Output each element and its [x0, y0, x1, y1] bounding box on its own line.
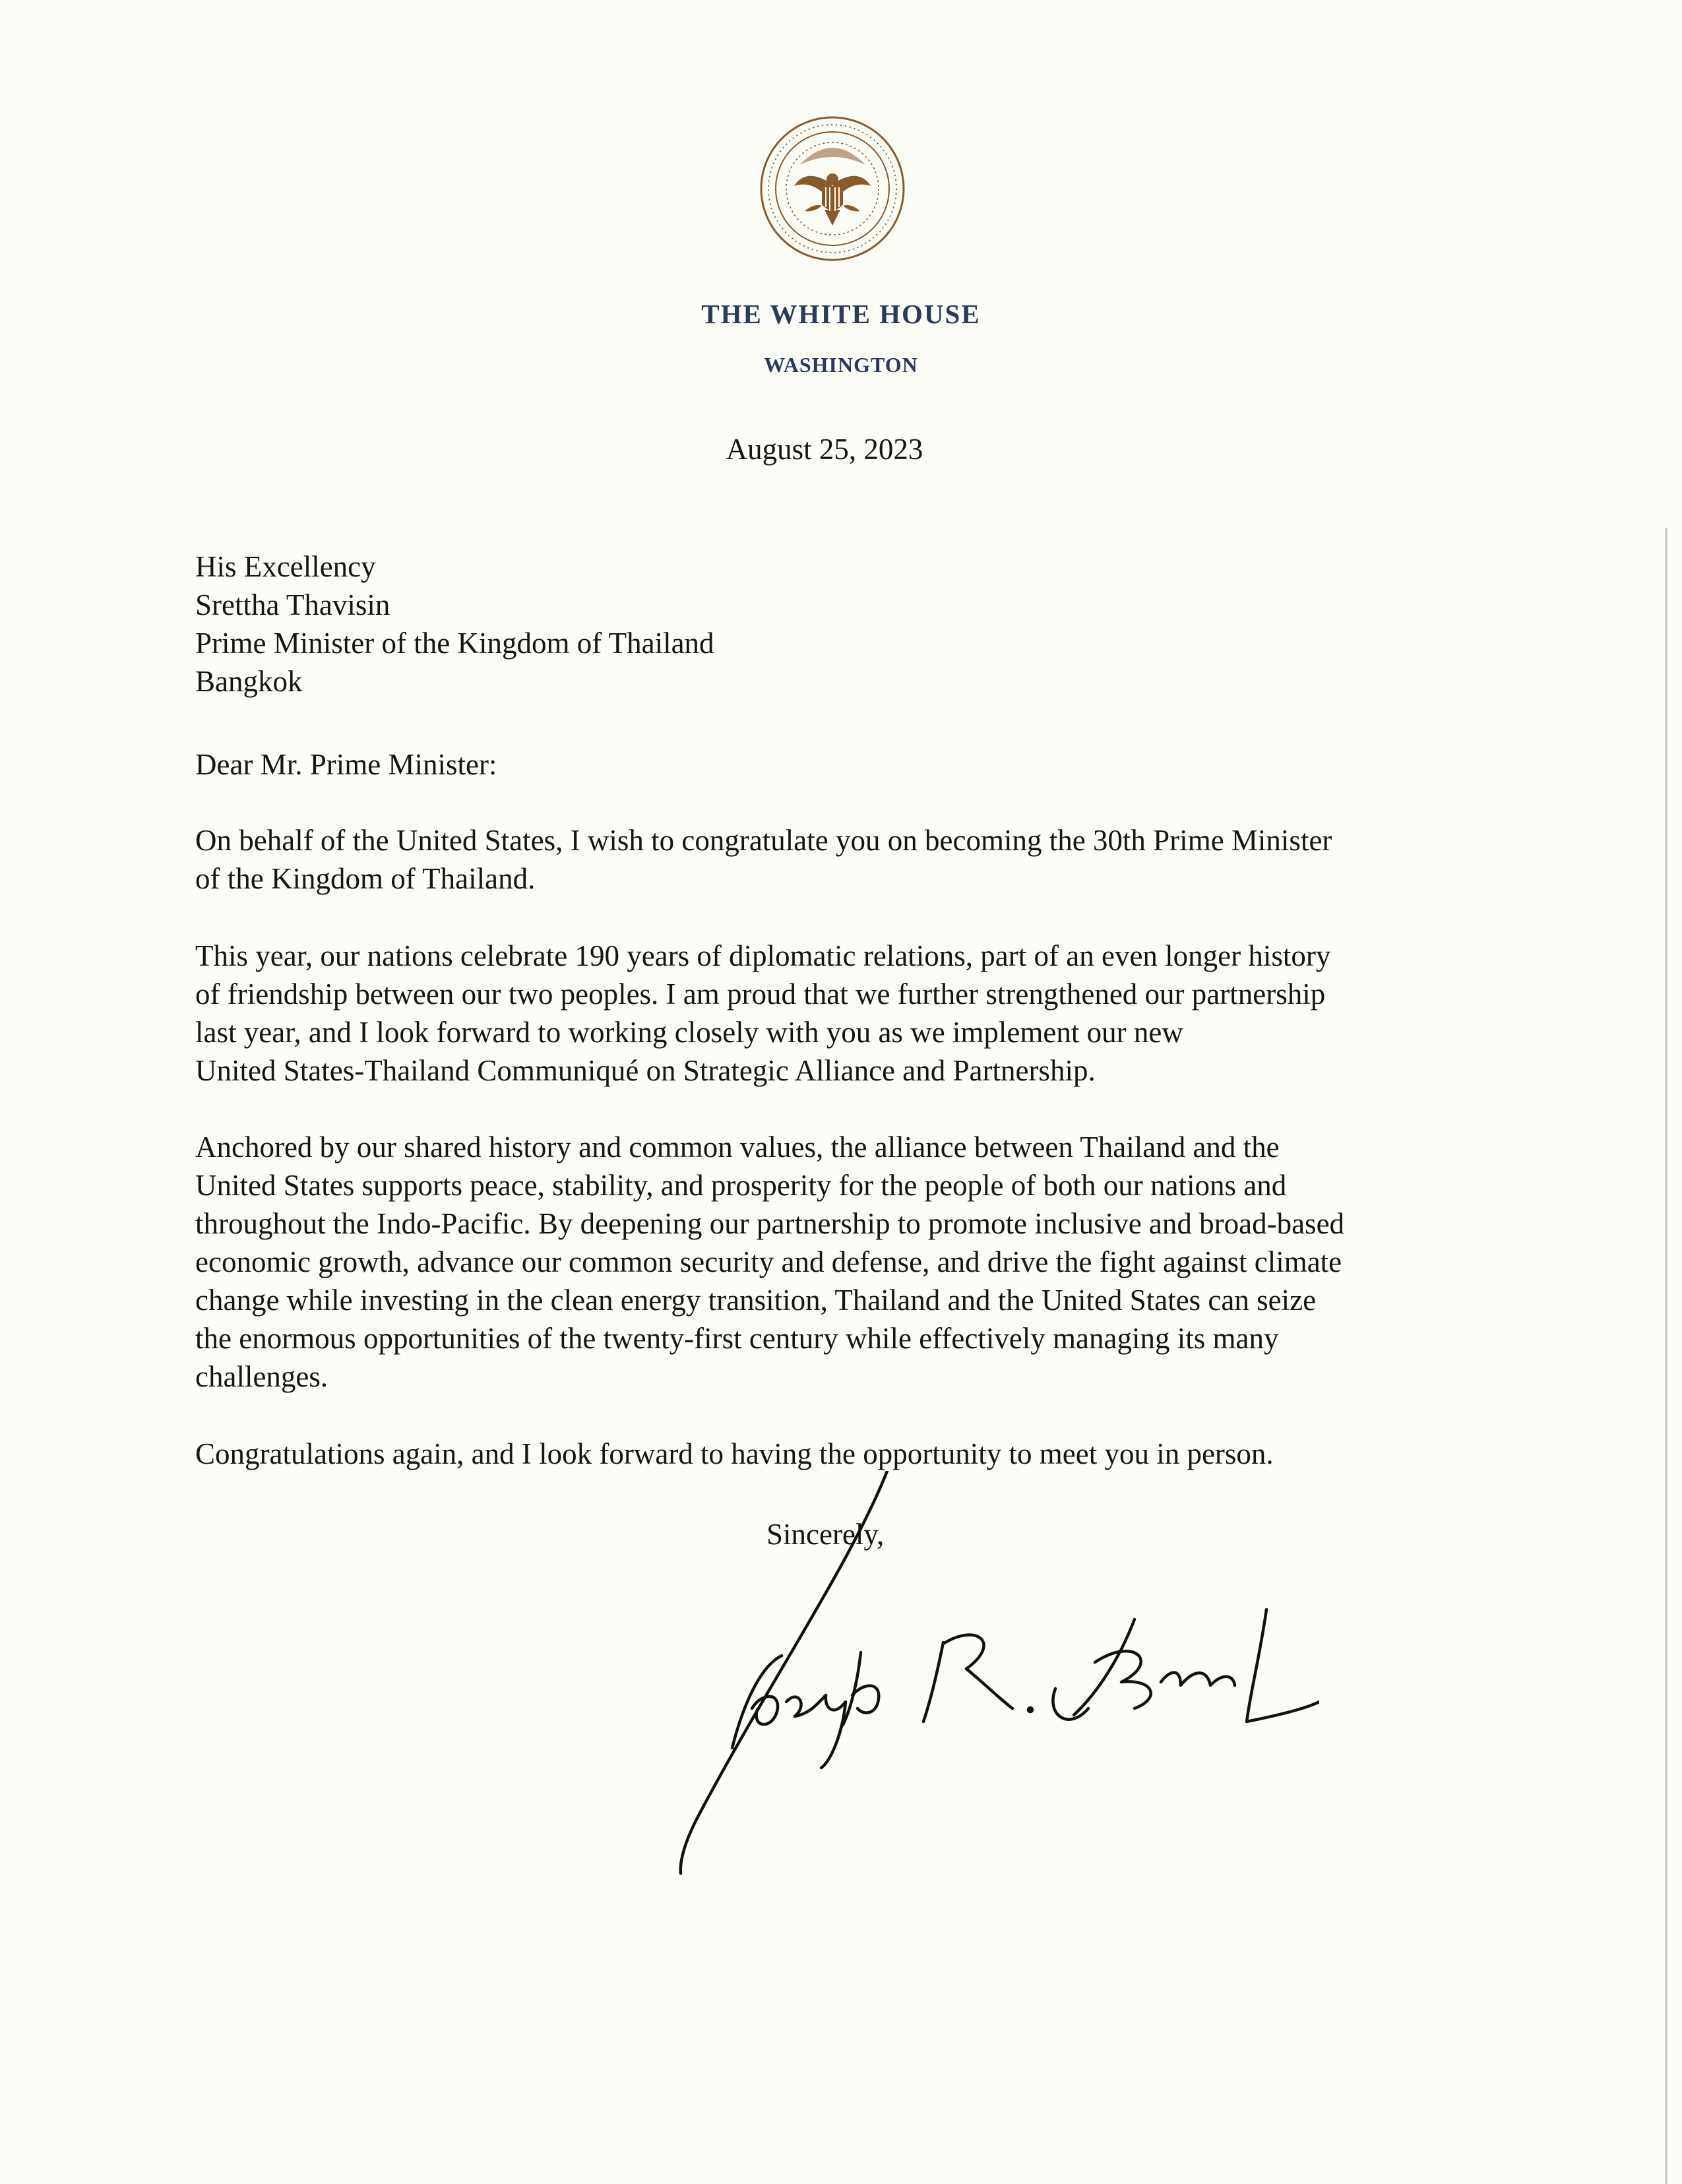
body-paragraph-2	[195, 937, 1330, 1090]
paragraph-line: This year, our nations celebrate 190 years of diplomatic relations, part of an even longer history	[195, 939, 1331, 972]
closing: Sincerely,	[766, 1518, 885, 1551]
recipient-line: Prime Minister of the Kingdom of Thailand	[195, 627, 714, 660]
paragraph-line: Anchored by our shared history and common values, the alliance between Thailand and the	[195, 1131, 1280, 1164]
handwritten-signature-icon	[633, 1471, 1319, 1893]
paragraph-line: change while investing in the clean energy transition, Thailand and the United States can seize	[195, 1284, 1317, 1317]
paragraph-line: of the Kingdom of Thailand.	[195, 862, 536, 895]
paragraph-line: Congratulations again, and I look forward to having the opportunity to meet you in person.	[195, 1437, 1274, 1470]
paragraph-line: the enormous opportunities of the twenty-first century while effectively managing its many	[195, 1322, 1279, 1355]
paragraph-line: of friendship between our two peoples. I am proud that we further strengthened our partnership	[195, 978, 1326, 1011]
paragraph-line: On behalf of the United States, I wish to congratulate you on becoming the 30th Prime Minister	[195, 824, 1332, 857]
recipient-address	[195, 547, 714, 701]
paragraph-line: last year, and I look forward to working closely with you as we implement our new	[195, 1016, 1183, 1049]
body-paragraph-1	[195, 821, 1332, 898]
page-edge	[1665, 528, 1667, 2184]
paragraph-line: United States-Thailand Communiqué on Strategic Alliance and Partnership.	[195, 1054, 1096, 1087]
recipient-line: Srettha Thavisin	[195, 588, 390, 621]
paragraph-line: United States supports peace, stability, and prosperity for the people of both our nations and	[195, 1169, 1287, 1202]
paragraph-line: challenges.	[195, 1360, 328, 1393]
paragraph-line: throughout the Indo-Pacific. By deepening our partnership to promote inclusive and broad-based	[195, 1207, 1345, 1240]
recipient-line: His Excellency	[195, 550, 376, 583]
recipient-line: Bangkok	[195, 665, 303, 698]
presidential-seal-icon	[756, 112, 909, 265]
salutation: Dear Mr. Prime Minister:	[195, 748, 497, 781]
letterhead-subtitle: WASHINGTON	[764, 353, 918, 377]
body-paragraph-3	[195, 1128, 1344, 1396]
body-paragraph-4	[195, 1435, 1274, 1473]
paragraph-line: economic growth, advance our common security and defense, and drive the fight against climate	[195, 1245, 1342, 1278]
letter-date: August 25, 2023	[726, 433, 923, 466]
letterhead-title: THE WHITE HOUSE	[701, 299, 981, 329]
